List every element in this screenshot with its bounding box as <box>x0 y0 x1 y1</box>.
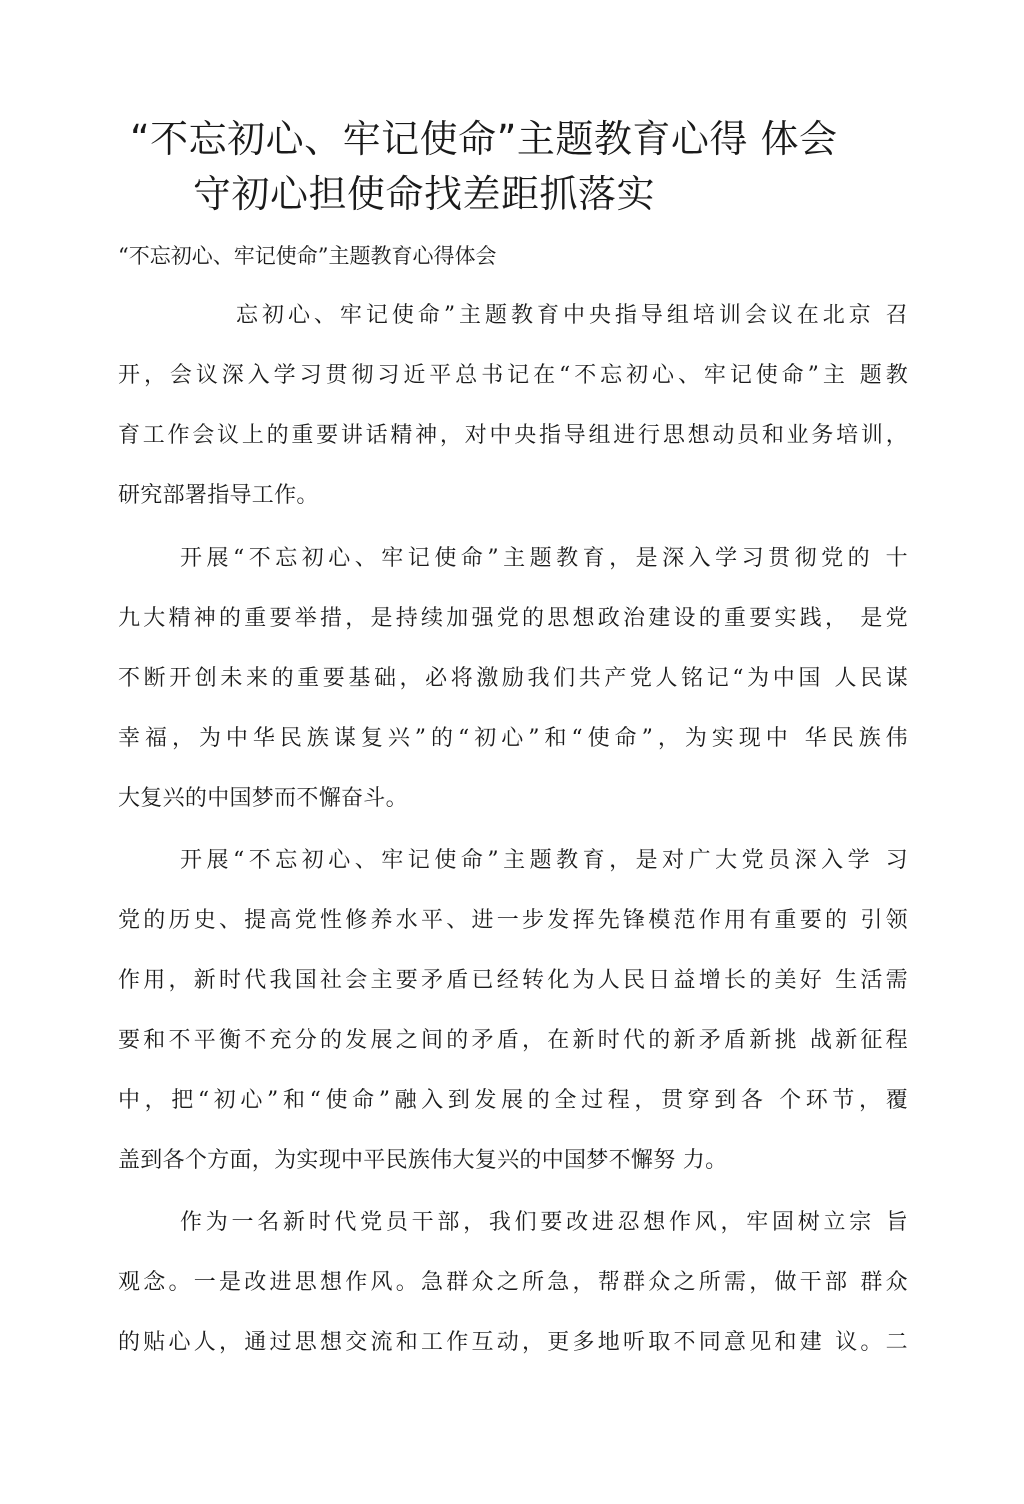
paragraph-2-line-5: 大复兴的中国梦而不懈奋斗。 <box>118 786 408 811</box>
paragraph-1-line-3: 育工作会议上的重要讲话精神，对中央指导组进行思想动员和业务培训， <box>118 423 908 448</box>
paragraph-3-line-2: 党的历史、提高党性修养水平、进一步发挥先锋模范作用有重要的 引领 <box>118 908 908 933</box>
paragraph-3-line-5: 中，把“初心”和“使命”融入到发展的全过程，贯穿到各 个环节，覆 <box>118 1088 908 1113</box>
document-title-line-1: “不忘初心、牢记使命”主题教育心得 体会 <box>130 117 838 161</box>
paragraph-2-line-2: 九大精神的重要举措，是持续加强党的思想政治建设的重要实践， 是党 <box>118 606 908 631</box>
paragraph-3-line-1: 开展“不忘初心、牢记使命”主题教育，是对广大党员深入学 习 <box>180 848 908 873</box>
paragraph-3-line-6: 盖到各个方面，为实现中平民族伟大复兴的中国梦不懈努 力。 <box>118 1148 728 1173</box>
paragraph-1-line-4: 研究部署指导工作。 <box>118 483 319 508</box>
paragraph-4-line-1: 作为一名新时代党员干部，我们要改进忍想作风，牢固树立宗 旨 <box>180 1210 908 1235</box>
paragraph-2-line-3: 不断开创未来的重要基础，必将激励我们共产党人铭记“为中国 人民谋 <box>118 666 908 691</box>
document-title-line-2: 守初心担使命找差距抓落实 <box>193 172 656 216</box>
document-subtitle: “不忘初心、牢记使命”主题教育心得体会 <box>118 244 497 268</box>
paragraph-4-line-3: 的贴心人，通过思想交流和工作互动，更多地听取不同意见和建 议。二 <box>118 1330 908 1355</box>
paragraph-3-line-3: 作用，新时代我国社会主要矛盾已经转化为人民日益增长的美好 生活需 <box>118 968 908 993</box>
paragraph-4-line-2: 观念。一是改进思想作风。急群众之所急，帮群众之所需，做干部 群众 <box>118 1270 908 1295</box>
paragraph-1-line-1: 忘初心、牢记使命”主题教育中央指导组培训会议在北京 召 <box>236 303 908 328</box>
paragraph-2-line-1: 开展“不忘初心、牢记使命”主题教育，是深入学习贯彻党的 十 <box>180 546 908 571</box>
paragraph-2-line-4: 幸福，为中华民族谋复兴”的“初心”和“使命”，为实现中 华民族伟 <box>118 726 908 751</box>
paragraph-1-line-2: 开，会议深入学习贯彻习近平总书记在“不忘初心、牢记使命”主 题教 <box>118 363 908 388</box>
paragraph-3-line-4: 要和不平衡不充分的发展之间的矛盾，在新时代的新矛盾新挑 战新征程 <box>118 1028 908 1053</box>
